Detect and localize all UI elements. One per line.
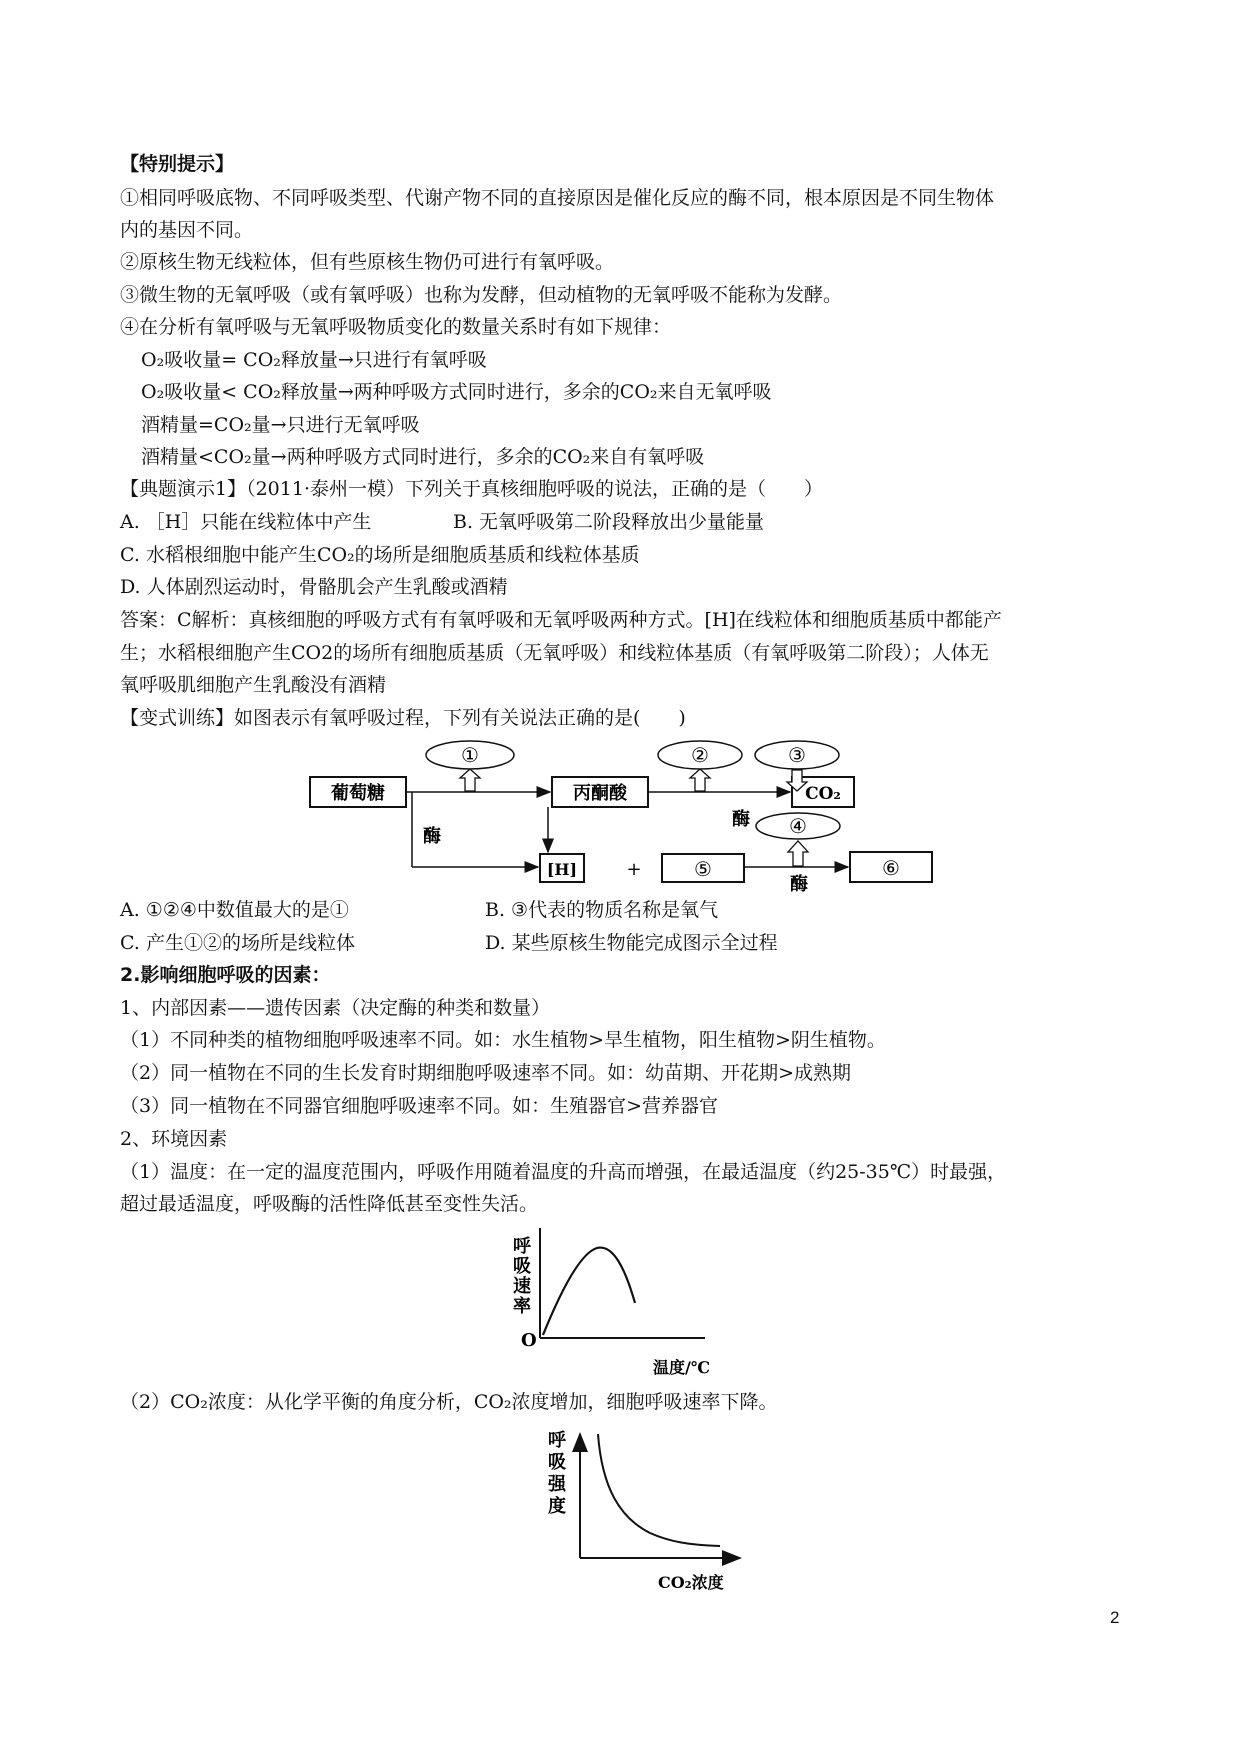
internal-3: （3）同一植物在不同器官细胞呼吸速率不同。如：生殖器官>营养器官 <box>120 1095 719 1117</box>
box-6 <box>850 852 932 882</box>
tip-p2: ②原核生物无线粒体，但有些原核生物仍可进行有氧呼吸。 <box>120 251 615 273</box>
tip-p4: ④在分析有氧呼吸与无氧呼吸物质变化的数量关系时有如下规律： <box>120 316 672 338</box>
enzyme-label-1: 酶 <box>423 826 441 847</box>
tip-p3: ③微生物的无氧呼吸（或有氧呼吸）也称为发酵，但动植物的无氧呼吸不能称为发酵。 <box>120 284 843 306</box>
example-option-a: A. ［H］只能在线粒体中产生 <box>120 511 372 533</box>
temp-ylabel-2: 吸 <box>513 1256 531 1277</box>
variant-option-c: C. 产生①②的场所是线粒体 <box>120 932 355 954</box>
temp-ylabel-4: 率 <box>513 1296 531 1317</box>
example-option-b: B. 无氧呼吸第二阶段释放出少量能量 <box>453 511 765 533</box>
example-question: 【典题演示1】（2011·泰州一模）下列关于真核细胞呼吸的说法，正确的是（ ） <box>120 478 823 500</box>
co2-ylabel-4: 度 <box>548 1496 566 1517</box>
label-4: ④ <box>789 814 807 838</box>
co2-ylabel-1: 呼 <box>548 1430 566 1451</box>
example-answer-2: 生；水稻根细胞产生CO2的场所有细胞质基质（无氧呼吸）和线粒体基质（有氧呼吸第二阶段）；人体无 <box>120 642 989 664</box>
temperature-2: 超过最适温度，呼吸酶的活性降低甚至变性失活。 <box>120 1193 539 1215</box>
h-box <box>540 854 584 882</box>
glucose-box <box>310 777 406 807</box>
co2-label: CO₂ <box>805 784 841 804</box>
example-option-c: C. 水稻根细胞中能产生CO₂的场所是细胞质基质和线粒体基质 <box>120 544 640 566</box>
label-6: ⑥ <box>882 856 900 880</box>
variant-option-d: D. 某些原核生物能完成图示全过程 <box>485 932 778 954</box>
rule-3: 酒精量=CO₂量→只进行无氧呼吸 <box>141 414 420 436</box>
label-3: ③ <box>788 743 806 767</box>
temperature-1: （1）温度：在一定的温度范围内，呼吸作用随着温度的升高而增强，在最适温度（约25-35℃）时最强， <box>120 1161 1007 1183</box>
enzyme-label-3: 酶 <box>790 874 808 895</box>
label-2: ② <box>691 743 709 767</box>
glucose-label: 葡萄糖 <box>331 783 385 804</box>
tip-heading: 【特别提示】 <box>120 153 235 175</box>
temp-ylabel-3: 速 <box>513 1276 531 1297</box>
temp-xlabel: 温度/℃ <box>653 1358 711 1377</box>
co2-chart <box>540 1418 760 1598</box>
temp-origin: O <box>521 1330 537 1351</box>
factors-title: 2.影响细胞呼吸的因素： <box>120 964 331 986</box>
co2-ylabel-2: 吸 <box>548 1452 566 1473</box>
variant-option-a: A. ①②④中数值最大的是① <box>120 899 349 921</box>
rule-2: O₂吸收量< CO₂释放量→两种呼吸方式同时进行，多余的CO₂来自无氧呼吸 <box>141 381 772 403</box>
enzyme-label-2: 酶 <box>732 809 750 830</box>
co2-ylabel-3: 强 <box>548 1474 566 1495</box>
temp-ylabel-1: 呼 <box>513 1236 531 1257</box>
example-answer-1: 答案：C解析：真核细胞的呼吸方式有有氧呼吸和无氧呼吸两种方式。[H]在线粒体和细胞质基质中都能产 <box>120 609 1002 631</box>
co2-curve <box>598 1434 720 1546</box>
tip-p1a: ①相同呼吸底物、不同呼吸类型、代谢产物不同的直接原因是催化反应的酶不同，根本原因是不同生物体 <box>120 187 995 209</box>
hollow-arrow-up-4 <box>788 841 808 866</box>
page-number: 2 <box>1110 1608 1120 1627</box>
label-1: ① <box>461 743 479 767</box>
hollow-arrow-up-1 <box>460 769 480 791</box>
label-5: ⑤ <box>694 857 712 881</box>
temperature-chart <box>505 1218 745 1378</box>
variant-question: 【变式训练】如图表示有氧呼吸过程，下列有关说法正确的是( ) <box>120 707 686 729</box>
box-5 <box>662 854 744 882</box>
example-answer-3: 氧呼吸肌细胞产生乳酸没有酒精 <box>120 674 387 696</box>
respiration-diagram <box>300 735 940 895</box>
co2-xlabel: CO₂浓度 <box>658 1573 724 1592</box>
pyruvate-box <box>552 777 648 807</box>
h-label: [H] <box>546 860 578 879</box>
rule-1: O₂吸收量= CO₂释放量→只进行有氧呼吸 <box>141 349 487 371</box>
pyruvate-label: 丙酮酸 <box>573 783 627 804</box>
co2-line: （2）CO₂浓度：从化学平衡的角度分析，CO₂浓度增加，细胞呼吸速率下降。 <box>120 1391 778 1413</box>
hollow-arrow-up-2 <box>690 769 710 791</box>
temp-curve <box>543 1248 635 1335</box>
internal-factor: 1、内部因素——遗传因素（决定酶的种类和数量） <box>120 997 551 1019</box>
internal-1: （1）不同种类的植物细胞呼吸速率不同。如：水生植物>旱生植物，阳生植物>阴生植物。 <box>120 1029 886 1051</box>
example-option-d: D. 人体剧烈运动时，骨骼肌会产生乳酸或酒精 <box>120 576 508 598</box>
rule-4: 酒精量<CO₂量→两种呼吸方式同时进行，多余的CO₂来自有氧呼吸 <box>141 446 705 468</box>
plus-sign: + <box>626 859 642 880</box>
tip-p1b: 内的基因不同。 <box>120 219 254 241</box>
env-factor: 2、环境因素 <box>120 1128 228 1150</box>
internal-2: （2）同一植物在不同的生长发育时期细胞呼吸速率不同。如：幼苗期、开花期>成熟期 <box>120 1062 852 1084</box>
variant-option-b: B. ③代表的物质名称是氧气 <box>485 899 719 921</box>
